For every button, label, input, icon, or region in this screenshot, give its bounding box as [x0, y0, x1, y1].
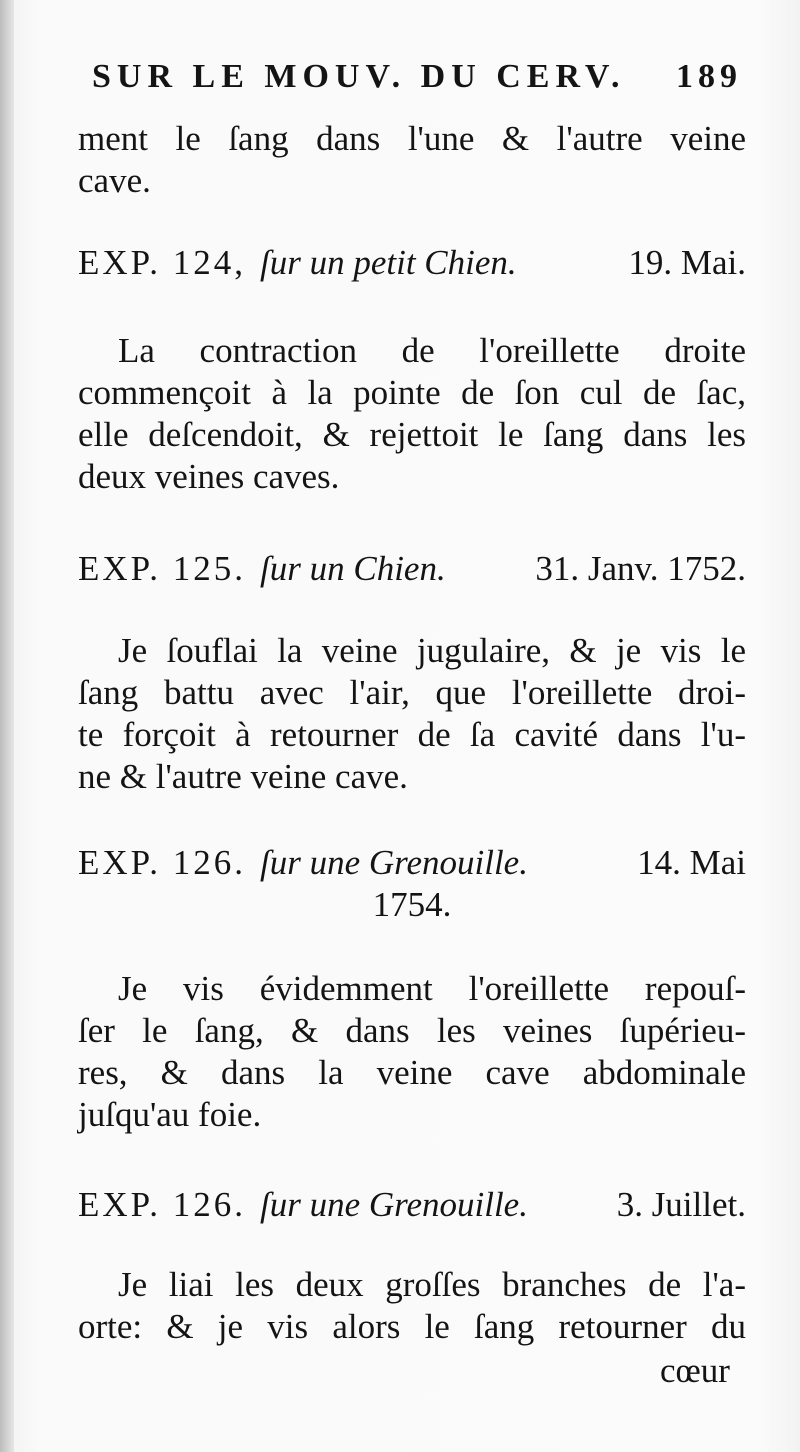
page-header [92, 58, 742, 96]
experiment-subject: ſur un Chien. [260, 549, 446, 588]
experiment-paragraph [78, 968, 746, 1136]
experiment-heading [78, 1184, 746, 1226]
page-number: 189 [676, 58, 742, 95]
experiment-date: 31. Janv. 1752. [535, 549, 746, 588]
experiment-number: EXP. 126. [78, 1185, 246, 1224]
paragraph-line: orte: & je vis alors le ſang retourner du [78, 1307, 746, 1346]
experiment-heading [78, 548, 746, 590]
paragraph-line: te forçoit à retourner de ſa cavité dans l'u- [78, 715, 746, 754]
experiment-heading [78, 842, 746, 926]
paragraph-line: deux veines caves. [78, 457, 340, 496]
paragraph-line: juſqu'au foie. [78, 1095, 262, 1134]
experiment-date: 3. Juillet. [616, 1185, 746, 1224]
paragraph-line: ment le ſang dans l'une & l'autre veine [78, 119, 746, 158]
paragraph-line: ſang battu avec l'air, que l'oreillette droi- [78, 673, 746, 712]
experiment-number: EXP. 124, [78, 243, 246, 282]
paragraph-line: commençoit à la pointe de ſon cul de ſac, [78, 373, 746, 412]
paragraph-line: res, & dans la veine cave abdominale [78, 1053, 746, 1092]
paragraph-line: La contraction de l'oreillette droite [118, 331, 746, 370]
experiment-subject: ſur une Grenouille. [260, 1185, 528, 1224]
experiment-paragraph [78, 1264, 746, 1348]
paragraph-line: ne & l'autre veine cave. [78, 757, 408, 796]
paragraph-line: ſer le ſang, & dans les veines ſupérieu- [78, 1011, 746, 1050]
experiment-subject: ſur une Grenouille. [260, 843, 528, 882]
catchword: cœur [660, 1351, 730, 1390]
continuation-paragraph [78, 118, 746, 202]
experiment-year: 1754. [372, 885, 452, 924]
experiment-date: 14. Mai [637, 843, 746, 882]
experiment-number: EXP. 126. [78, 843, 246, 882]
experiment-number: EXP. 125. [78, 549, 246, 588]
paragraph-line: Je ſouflai la veine jugulaire, & je vis le [118, 631, 746, 670]
experiment-heading [78, 242, 746, 284]
paragraph-line: elle deſcendoit, & rejettoit le ſang dans les [78, 415, 746, 454]
paragraph-line: Je vis évidemment l'oreillette repouſ- [118, 969, 746, 1008]
paragraph-line: Je liai les deux groſſes branches de l'a- [118, 1265, 746, 1304]
experiment-paragraph [78, 630, 746, 798]
running-title: SUR LE MOUV. DU CERV. [92, 58, 626, 95]
experiment-date: 19. Mai. [628, 243, 746, 282]
experiment-paragraph [78, 330, 746, 498]
paragraph-line: cave. [78, 161, 151, 200]
experiment-subject: ſur un petit Chien. [260, 243, 517, 282]
page-spine-shadow [0, 0, 14, 1452]
